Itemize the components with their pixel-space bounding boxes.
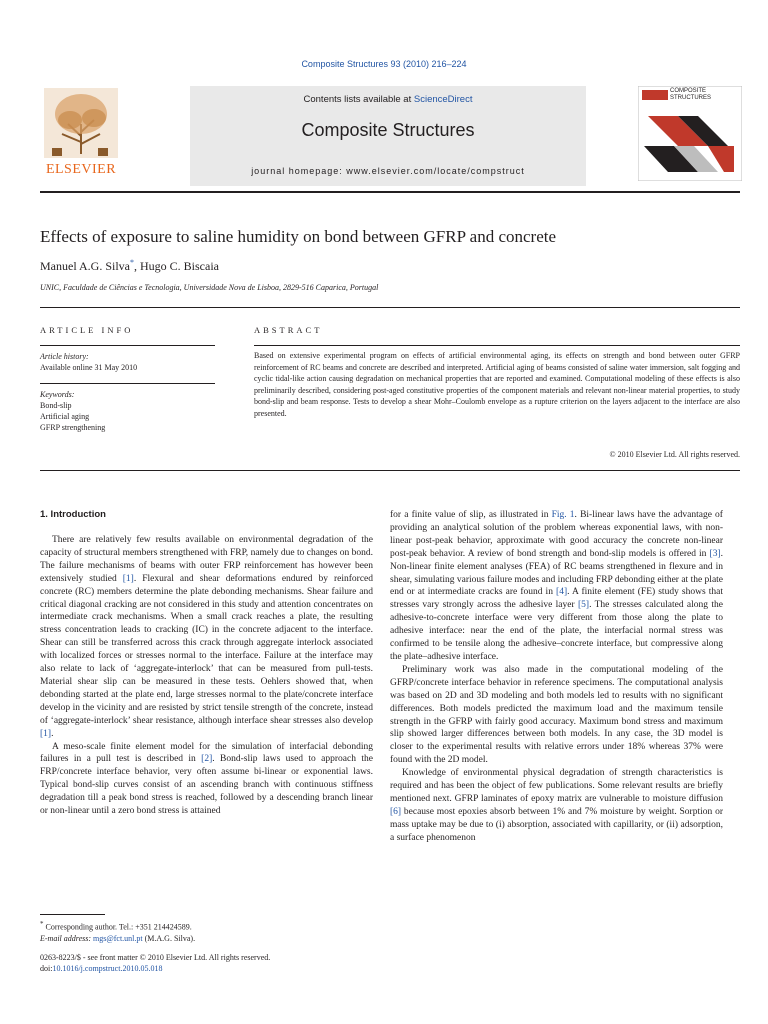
paragraph: There are relatively few results available on environmental degradation of the capacity of structural members strengthened with FRP, namely due to changes on bond. The failure mechanisms of beams with outer FRP reinforcement has however been extensively studied [1]. Flexural and shear deformations endured by reinforced concrete (RC) members determine the plate debonding mechanisms. Shear failure and critical diagonal cracking are not considered in this study and attention concentrates on intermediate crack mechanisms. When a small crack reaches a plate, the resulting stress concentration leads to cracking (IC) in the concrete adjacent to the interface. Shear can still be transferred across this crack through aggregate interlock associated with localized forces or stresses normal to the interface. Failure at the interface may also relate to lack of ‘aggregate-interlock’ that can be measured from pull-tests. Material shear slip can be measured in these tests. Oehlers showed that, when debonding started at the plate end, large stresses normal to the plate/concrete interface develop in the vicinity and are resisted by strict tensile strength of the concrete, instead of ‘aggregate-interlock’ shear resistance, although interface shear stresses also develop [1].	[40, 535, 373, 739]
article-info-heading: ARTICLE INFO	[40, 325, 134, 335]
paragraph: for a finite value of slip, as illustrated in Fig. 1. Bi-linear laws have the advantage of providing an analytical solution of the problem whereas exponential laws, with non-linear post-peak behavior, approximate with good accuracy the concrete non-linear post-peak behavior. A review of bond strength and bond-slip models is offered in [3]. Non-linear finite element analyses (FEA) of RC beams strengthened in flexure and in shear, simulating various failure modes and including FRP debonding either at the plate end or at intermediate cracks are found in [4]. A finite element (FE) study shows that stresses vary strongly across the adhesive layer [5]. The stresses calculated along the adhesive-to-concrete interface were very different from those along the plate to adhesive interface: near the end of the plate, the interfacial normal stress was confirmed to be tensile along the adhesive–concrete interface, but compressive along the plate–adhesive interface.	[390, 510, 724, 662]
reference-link[interactable]: [6]	[390, 806, 402, 817]
journal-reference[interactable]: Composite Structures 93 (2010) 216–224	[301, 59, 467, 69]
body-column-left	[40, 534, 373, 818]
keyword-item: GFRP strengthening	[40, 423, 106, 432]
history-label: Article history:	[40, 352, 89, 361]
footnote-rule	[40, 914, 105, 915]
keyword-item: Artificial aging	[40, 412, 90, 421]
history-value: Available online 31 May 2010	[40, 363, 138, 372]
email-note: E-mail address: mgs@fct.unl.pt (M.A.G. Silva).	[40, 933, 196, 943]
cover-title-line1: COMPOSITE	[670, 88, 707, 94]
cover-title	[670, 88, 742, 102]
paragraph: A meso-scale finite element model for the simulation of interfacial debonding failures in a pull test is described in [2]. Bond-slip laws used to approach the FRP/concrete interface behavior, very often assume bi-linear or exponential laws. Typical bond-slip curves consist of an ascending branch with continuous stiffness degradation till a peak bond stress is reached, followed by a descending branch linear or non-linear until a zero bond stress is attained	[40, 741, 373, 817]
reference-link[interactable]: [1]	[122, 573, 134, 584]
contents-prefix: Contents lists available at	[303, 94, 414, 105]
journal-name: Composite Structures	[301, 120, 475, 140]
abstract-text: Based on extensive experimental program on effects of artificial environmental aging, its effects on strength and bond between outer GFRP reinforcement of RC beams and concrete are described and interpreted. Artificial aging of beams consisted of saline water immersion, salt fogging and cyclic tidal-like action causing degradation on mechanical properties that are reported and examined. Computational modeling of these effects is also preliminarily described, considering post-aged constitutive properties of the component materials and relevant non-linear material properties, to study bond-slip and beam response. Tests to develop a shear Mohr–Coulomb envelope as a rupture criterion on the layers adjacent to the interface are also presented.	[254, 351, 740, 418]
author-separator: ,	[134, 259, 140, 273]
reference-link[interactable]: [1]	[40, 728, 52, 739]
sciencedirect-link[interactable]: ScienceDirect	[413, 94, 473, 105]
reference-link[interactable]: [3]	[709, 548, 721, 559]
body-column-right	[390, 509, 723, 845]
journal-homepage[interactable]: journal homepage: www.elsevier.com/locate/compstruct	[251, 166, 525, 176]
keyword-item: Bond-slip	[40, 401, 72, 410]
author-silva[interactable]: Manuel A.G. Silva	[40, 259, 130, 273]
corresponding-note: * Corresponding author. Tel.: +351 214424589.	[40, 920, 192, 932]
paragraph: Preliminary work was also made in the computational modeling of the GFRP/concrete interface behavior in reference specimens. The computational analysis was based on 2D and 3D modeling and both models led to results with no significant differences. Both models predicted the maximum load and the maximum tensile strength in the GFRP with fairly good accuracy. Maximum bond stress and maximum slip showed larger differences between both models. In any case, the 3D model is closer to the experimental results with relative errors under 18% whereas 37% were found with the 2D model.	[390, 664, 723, 766]
figure-link[interactable]: Fig. 1	[551, 510, 575, 520]
bottom-info	[40, 952, 370, 974]
article-history	[40, 351, 215, 373]
authors	[40, 258, 219, 274]
paragraph: Knowledge of environmental physical degradation of strength characteristics is required and has been the object of few publications. Some relevant results are briefly mentioned next. GFRP laminates of epoxy matrix are vulnerable to moisture diffusion [6] because most epoxies absorb between 1% and 7% moisture by weight. Sorption or mass uptake may be due to (i) absorption, associated with capillarity, or (ii) adsorption, a surface phenomenon	[390, 768, 723, 843]
elsevier-wordmark[interactable]: ELSEVIER	[45, 162, 117, 177]
article-title: Effects of exposure to saline humidity on bond between GFRP and concrete	[40, 227, 557, 246]
reference-link[interactable]: [2]	[201, 754, 213, 765]
section-heading-introduction: 1. Introduction	[40, 509, 106, 520]
reference-link[interactable]: [5]	[578, 600, 590, 611]
info-top-rule	[40, 307, 740, 308]
footnote-mark: *	[40, 920, 44, 928]
keywords-label: Keywords:	[40, 390, 75, 399]
doi-link[interactable]: 10.1016/j.compstruct.2010.05.018	[52, 964, 163, 973]
doi-line: doi:10.1016/j.compstruct.2010.05.018	[40, 964, 163, 973]
abstract-copyright: © 2010 Elsevier Ltd. All rights reserved.	[609, 450, 740, 459]
corresponding-author-mark[interactable]: *	[130, 258, 134, 267]
header-rule	[40, 191, 740, 193]
keywords	[40, 389, 215, 433]
abstract-heading: ABSTRACT	[254, 325, 323, 335]
contents-line	[190, 94, 586, 105]
affiliation: UNIC, Faculdade de Ciências e Tecnologia, Universidade Nova de Lisboa, 2829-516 Caparica, Portugal	[40, 283, 379, 292]
cover-title-line2: STRUCTURES	[670, 95, 712, 101]
issn-line: 0263-8223/$ - see front matter © 2010 Elsevier Ltd. All rights reserved.	[40, 953, 271, 962]
email-label: E-mail address:	[40, 933, 92, 943]
article-info-rule	[40, 345, 215, 346]
abstract-rule	[254, 345, 740, 346]
email-link[interactable]: mgs@fct.unl.pt	[93, 933, 143, 943]
author-biscaia[interactable]: Hugo C. Biscaia	[140, 259, 219, 273]
footnote	[40, 919, 370, 944]
history-rule	[40, 383, 215, 384]
abstract-bottom-rule	[40, 470, 740, 471]
reference-link[interactable]: [4]	[556, 587, 568, 598]
